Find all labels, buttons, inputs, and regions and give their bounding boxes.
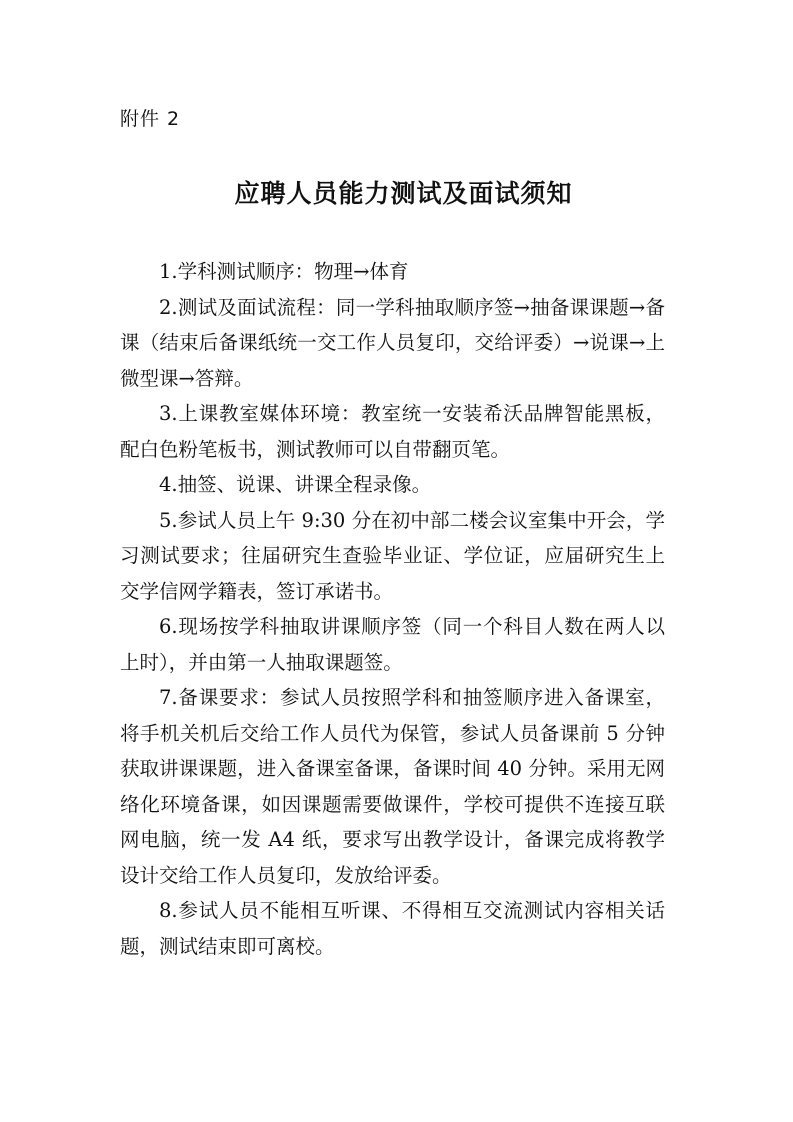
notice-item-3: 3.上课教室媒体环境：教室统一安装希沃品牌智能黑板，配白色粉笔板书，测试教师可以自带翻页笔。 bbox=[120, 402, 665, 461]
attachment-label: 附件 2 bbox=[120, 108, 181, 130]
document-title: 应聘人员能力测试及面试须知 bbox=[234, 179, 573, 208]
notice-body bbox=[120, 254, 665, 964]
notice-item-6: 6.现场按学科抽取讲课顺序签（同一个科目人数在两人以上时），并由第一人抽取课题签。 bbox=[120, 615, 665, 674]
notice-item-7: 7.备课要求：参试人员按照学科和抽签顺序进入备课室，将手机关机后交给工作人员代为保管，参试人员备课前 5 分钟获取讲课课题，进入备课室备课，备课时间 40 分钟。采用无网络化环境备课，如因课题需要做课件，学校可提供不连接互联网电脑，统一发 A4 纸，要求写出教学设计，备课完成将教学设计交给工作人员复印，发放给评委。 bbox=[120, 686, 665, 887]
notice-item-4: 4.抽签、说课、讲课全程录像。 bbox=[159, 473, 432, 496]
notice-item-5: 5.参试人员上午 9:30 分在初中部二楼会议室集中开会，学习测试要求；往届研究生查验毕业证、学位证，应届研究生上交学信网学籍表，签订承诺书。 bbox=[120, 508, 665, 603]
notice-item-2: 2.测试及面试流程：同一学科抽取顺序签→抽备课课题→备课（结束后备课纸统一交工作人员复印，交给评委）→说课→上微型课→答辩。 bbox=[120, 295, 665, 390]
notice-item-8: 8.参试人员不能相互听课、不得相互交流测试内容相关话题，测试结束即可离校。 bbox=[120, 899, 665, 958]
notice-item-1: 1.学科测试顺序：物理→体育 bbox=[159, 260, 409, 283]
